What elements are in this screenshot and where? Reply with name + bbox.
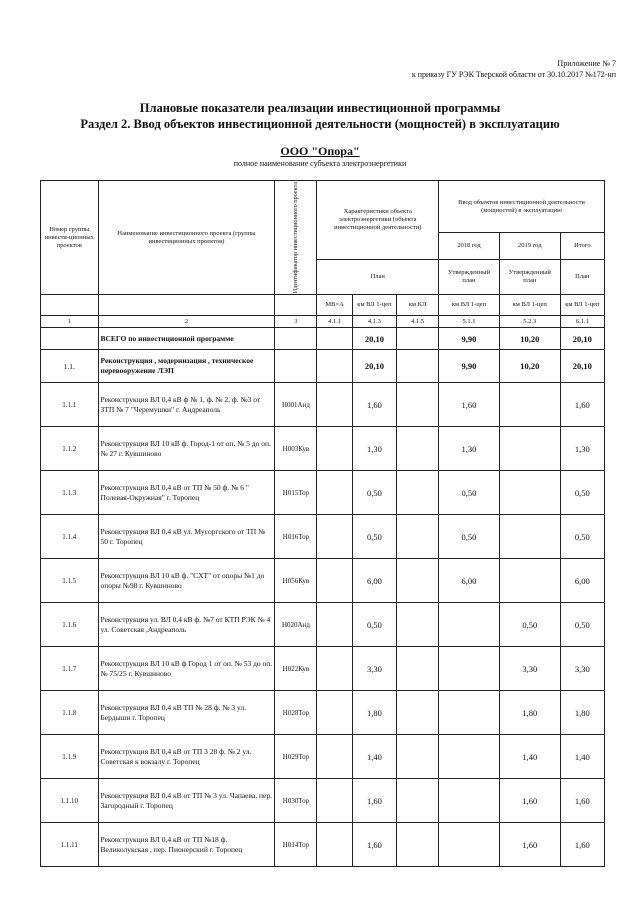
row-2018: 0,50 [439, 471, 500, 515]
row-km-vl: 0,50 [352, 603, 396, 647]
total-id-empty [275, 328, 317, 350]
header-mva: МВ×А [317, 295, 352, 316]
row-project-name: Реконструкция ВЛ 0,4 кВ ул. Мусоргского от ТП № 50 г. Торопец [98, 515, 275, 559]
row-project-name: Реконструкция ВЛ 0,4 кВ от ТП № 3 ул. Чапаева, пер. Загородный г. Торопец [98, 779, 275, 823]
row-km-kl [397, 383, 439, 427]
row-km-kl [397, 603, 439, 647]
appendix-line1: Приложение № 7 [557, 59, 616, 68]
colnum-cell: 5.2.3 [499, 316, 560, 328]
row-2018 [439, 647, 500, 691]
row-num: 1.1.4 [41, 515, 99, 559]
row-2018: 6,00 [439, 559, 500, 603]
header-project-name: Наименование инвестиционного проекта (группы инвестиционных проектов) [98, 181, 275, 295]
row-project-name: Реконструкция ВЛ 0,4 кВ от ТП 3 28 ф. № 2 ул. Советская к вокзалу г. Торопец [98, 735, 275, 779]
row-project-id: H001Анд [275, 383, 317, 427]
row-total: 6,00 [560, 559, 604, 603]
row-km-vl: 1,60 [352, 779, 396, 823]
row-2019 [499, 559, 560, 603]
group-mva-empty [317, 350, 352, 383]
colnum-cell: 4.1.5 [397, 316, 439, 328]
row-num: 1.1.5 [41, 559, 99, 603]
row-project-id: H014Тор [275, 823, 317, 867]
row-project-id: H028Тор [275, 691, 317, 735]
section-title: Раздел 2. Ввод объектов инвестиционной деятельности (мощностей) в эксплуатацию [80, 117, 560, 131]
row-km-vl: 0,50 [352, 515, 396, 559]
row-km-kl [397, 823, 439, 867]
row-2019: 1,80 [499, 691, 560, 735]
row-2019 [499, 515, 560, 559]
row-num: 1.1.6 [41, 603, 99, 647]
row-2019 [499, 427, 560, 471]
group-total: 20,10 [560, 350, 604, 383]
header-group-num: Номер группы инвести-ционных проектов [41, 181, 99, 295]
row-km-kl [397, 515, 439, 559]
row-2019: 0,50 [499, 603, 560, 647]
row-num: 1.1.7 [41, 647, 99, 691]
row-km-kl [397, 471, 439, 515]
row-2018 [439, 735, 500, 779]
row-km-kl [397, 779, 439, 823]
row-km-vl: 3,30 [352, 647, 396, 691]
header-year-2019: 2019 год [499, 233, 560, 260]
header-plan: План [317, 259, 439, 294]
total-2018: 9,90 [439, 328, 500, 350]
row-total: 1,60 [560, 823, 604, 867]
row-km-vl: 0,50 [352, 471, 396, 515]
row-km-vl: 1,30 [352, 427, 396, 471]
header-approved-plan-2018: Утвержденный план [439, 259, 500, 294]
row-2018: 0,50 [439, 515, 500, 559]
row-km-vl: 1,60 [352, 823, 396, 867]
table-row [41, 647, 605, 691]
header-characteristics: Характеристики объекта электроэнергетики (объекта инвестиционной деятельности) [317, 181, 439, 260]
row-project-id: H022Кув [275, 647, 317, 691]
group-row [41, 350, 605, 383]
colnum-cell: 3 [275, 316, 317, 328]
header-project-id: Идентификатор инвестиционного проекта [275, 181, 317, 295]
row-num: 1.1.2 [41, 427, 99, 471]
table-row [41, 691, 605, 735]
row-project-name: Реконструкция ВЛ 0,4 кВ ф № 1, ф. № 2, ф. №3 от ЗТП № 7 "Черемушки" г. Андреаполь [98, 383, 275, 427]
row-total: 0,50 [560, 603, 604, 647]
total-empty [41, 328, 99, 350]
colnum-cell: 5.1.1 [439, 316, 500, 328]
row-num: 1.1.9 [41, 735, 99, 779]
row-2018 [439, 779, 500, 823]
row-total: 1,30 [560, 427, 604, 471]
total-total: 20,10 [560, 328, 604, 350]
table-row [41, 603, 605, 647]
row-project-name: Реконструкция ВЛ 0,4 кВ от ТП № 50 ф. № 6 " Полевая-Окружная" г. Торопец [98, 471, 275, 515]
row-project-name: Реконструкция ВЛ 0,4 кВ от ТП №18 ф. Великолукская , пер. Пионерский г. Торопец [98, 823, 275, 867]
header-km-kl: км КЛ [397, 295, 439, 316]
row-project-name: Реконструкция ул. ВЛ 0,4 кВ ф. №7 от КТП РЭК № 4 ул. Советская ,Андреаполь [98, 603, 275, 647]
row-total: 1,60 [560, 779, 604, 823]
row-2019: 3,30 [499, 647, 560, 691]
row-project-id: H003Кув [275, 427, 317, 471]
row-2018 [439, 691, 500, 735]
appendix-line2: к приказу ГУ РЭК Тверской области от 30.10.2017 №172-нп [411, 70, 616, 79]
row-km-vl: 1,60 [352, 383, 396, 427]
row-km-kl [397, 691, 439, 735]
row-mva [317, 691, 352, 735]
table-row [41, 383, 605, 427]
row-project-id: H029Тор [275, 735, 317, 779]
row-total: 0,50 [560, 515, 604, 559]
colnum-cell: 2 [98, 316, 275, 328]
total-mva-empty [317, 328, 352, 350]
row-mva [317, 823, 352, 867]
row-num: 1.1.11 [41, 823, 99, 867]
header-km-vl-total: км ВЛ 1-цеп [560, 295, 604, 316]
row-km-kl [397, 427, 439, 471]
row-km-vl: 1,40 [352, 735, 396, 779]
row-2018 [439, 603, 500, 647]
table-row [41, 471, 605, 515]
table-row [41, 427, 605, 471]
document-title: Плановые показатели реализации инвестиционной программы [139, 101, 501, 115]
row-total: 0,50 [560, 471, 604, 515]
group-num: 1.1. [41, 350, 99, 383]
table-row [41, 823, 605, 867]
table-row [41, 559, 605, 603]
header-year-2018: 2018 год [439, 233, 500, 260]
row-project-id: H015Тор [275, 471, 317, 515]
colnum-cell: 1 [41, 316, 99, 328]
investment-table [40, 180, 605, 867]
row-km-kl [397, 647, 439, 691]
header-total: Итого [560, 233, 604, 260]
header-km-vl-2018: км ВЛ 1-цеп [439, 295, 500, 316]
row-2018: 1,30 [439, 427, 500, 471]
row-2019: 1,40 [499, 735, 560, 779]
row-2018 [439, 823, 500, 867]
row-km-vl: 6,00 [352, 559, 396, 603]
organization-name: ООО "Опора" [280, 144, 360, 158]
column-numbers-row [41, 316, 605, 328]
total-row [41, 328, 605, 350]
header-volume: Ввод объектов инвестиционной деятельности (мощностей) в эксплуатацию [439, 181, 605, 233]
colnum-cell: 4.1.3 [352, 316, 396, 328]
header-empty-2 [98, 295, 275, 316]
group-2019: 10,20 [499, 350, 560, 383]
organization-caption: полное наименование субъекта электроэнергетики [233, 159, 407, 168]
row-2019 [499, 471, 560, 515]
header-empty-3 [275, 295, 317, 316]
appendix-note [412, 58, 616, 80]
total-label: ВСЕГО по инвестиционной программе [98, 328, 275, 350]
row-num: 1.1.3 [41, 471, 99, 515]
row-total: 1,60 [560, 383, 604, 427]
row-total: 1,80 [560, 691, 604, 735]
row-mva [317, 427, 352, 471]
row-mva [317, 471, 352, 515]
row-2018: 1,60 [439, 383, 500, 427]
row-project-name: Реконструкция ВЛ 0,4 кВ ТП № 28 ф. № 3 ул. Бердыши г. Торопец [98, 691, 275, 735]
row-km-kl [397, 735, 439, 779]
row-mva [317, 603, 352, 647]
row-project-id: H020Анд [275, 603, 317, 647]
row-2019: 1,60 [499, 779, 560, 823]
row-2019 [499, 383, 560, 427]
header-approved-plan-2019: Утвержденный план [499, 259, 560, 294]
row-num: 1.1.8 [41, 691, 99, 735]
header-km-vl: км ВЛ 1-цеп [352, 295, 396, 316]
row-project-name: Реконструкция ВЛ 10 кВ ф. Город-1 от оп. № 5 до оп. № 27 г. Кувшиново [98, 427, 275, 471]
group-2018: 9,90 [439, 350, 500, 383]
group-label: Реконструкция , модернизация , техническое перевооружение ЛЭП [98, 350, 275, 383]
row-mva [317, 647, 352, 691]
row-km-kl [397, 559, 439, 603]
header-plan-total: План [560, 259, 604, 294]
group-km: 20,10 [352, 350, 396, 383]
table-row [41, 515, 605, 559]
row-mva [317, 559, 352, 603]
group-kl-empty [397, 350, 439, 383]
colnum-cell: 4.1.1 [317, 316, 352, 328]
row-total: 3,30 [560, 647, 604, 691]
row-mva [317, 383, 352, 427]
row-mva [317, 779, 352, 823]
header-empty-1 [41, 295, 99, 316]
total-kl-empty [397, 328, 439, 350]
table-row [41, 735, 605, 779]
header-km-vl-2019: км ВЛ 1-цеп [499, 295, 560, 316]
row-project-id: H056Кув [275, 559, 317, 603]
total-km: 20,10 [352, 328, 396, 350]
row-num: 1.1.1 [41, 383, 99, 427]
row-project-name: Реконструкция ВЛ 10 кВ ф. "СХТ" от опоры №1 до опоры №98 г. Кувшиново [98, 559, 275, 603]
total-2019: 10,20 [499, 328, 560, 350]
row-total: 1,40 [560, 735, 604, 779]
row-km-vl: 1,80 [352, 691, 396, 735]
colnum-cell: 6.1.1 [560, 316, 604, 328]
row-mva [317, 735, 352, 779]
row-project-id: H016Тор [275, 515, 317, 559]
table-row [41, 779, 605, 823]
row-project-name: Реконструкция ВЛ 10 кВ ф Город 1 от оп. № 53 до оп. № 75/25 г. Кувшиново [98, 647, 275, 691]
row-num: 1.1.10 [41, 779, 99, 823]
group-id-empty [275, 350, 317, 383]
row-mva [317, 515, 352, 559]
row-project-id: H030Тор [275, 779, 317, 823]
row-2019: 1,60 [499, 823, 560, 867]
